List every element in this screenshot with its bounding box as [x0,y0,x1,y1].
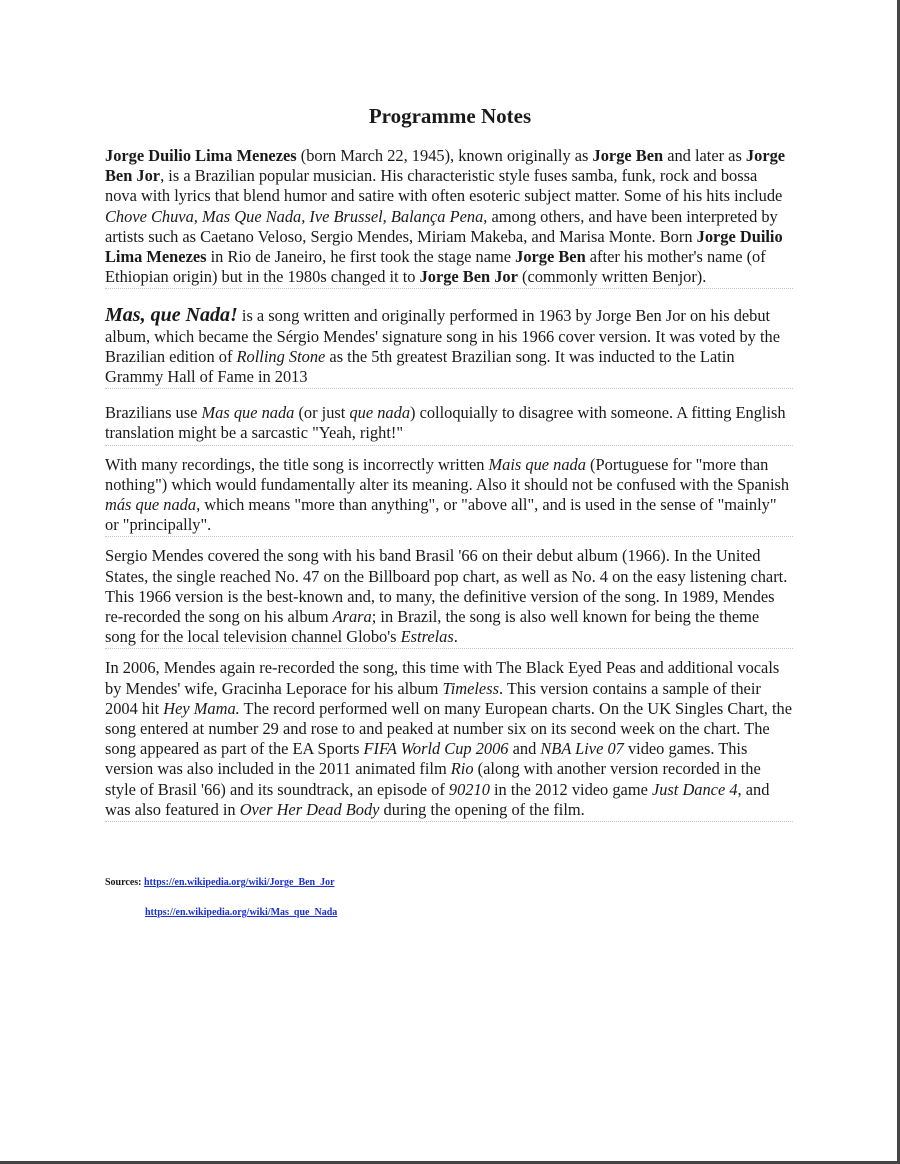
italic-text: Estrelas [400,627,454,647]
italic-text: que nada [349,403,411,423]
italic-text: Mais que nada [488,454,586,474]
paragraph-mas-que-nada [105,305,793,389]
paragraph-jorge-ben [105,146,793,289]
text: , and was also featured in [105,779,770,819]
text: (or just [294,403,350,423]
text: and [508,739,541,759]
paragraph-colloquial-use [105,403,793,445]
source-link-mas-que-nada[interactable]: https://en.wikipedia.org/wiki/Mas_que_Nada [145,907,338,918]
italic-text: Hey Mama. [163,698,240,718]
text: . This version contains a sample of their 2004 hit [105,678,761,718]
bold-text: Jorge Duilio Lima Menezes [105,226,783,267]
text: in the 2012 video game [489,779,652,799]
paragraph-sergio-mendes-1966 [105,546,793,649]
text: after his mother's name (of Ethiopian origin) but in the 1980s changed it to [105,247,766,287]
italic-text: Just Dance 4 [651,779,738,799]
text: . [453,627,458,647]
text: Brazilians use [105,403,202,423]
italic-text: Rolling Stone [236,346,326,366]
text: In 2006, Mendes again re-recorded the song, this time with The Black Eyed Peas and additional vocals by Mendes' wife, Gracinha Leporace for his album [105,658,780,698]
text: The record performed well on many European charts. On the UK Singles Chart, the song entered at number 29 and rose to and peaked at number six on its second week on the chart. The song appeared as part of the EA Sports [105,698,793,759]
text: in Rio de Janeiro, he first took the stage name [206,247,516,267]
text: among others, and have been interpreted by artists such as Caetano Veloso, Sergio Mendes, Miriam Makeba, and Marisa Monte. Born [105,206,778,246]
italic-text: Rio [450,759,474,779]
text: , which means "more than anything", or "above all", and is used in the sense of "mainly" or "principally". [105,495,777,535]
text: during the opening of the film. [379,799,585,819]
italic-text: 90210 [448,779,490,799]
document-body [105,146,793,831]
text: and later as [663,146,746,165]
page-title: Programme Notes [368,104,532,128]
bold-text: Jorge Ben Jor [419,267,518,287]
text: as the 5th greatest Brazilian song. It was inducted to the Latin Grammy Hall of Fame in 2013 [105,346,735,387]
bold-text: Jorge Ben [592,146,664,165]
text: With many recordings, the title song is incorrectly written [105,454,489,474]
text: (Portuguese for "more than nothing") which would fundamentally alter its meaning. Also it should not be confused with the Spanish [105,454,790,494]
text: , is a Brazilian popular musician. His characteristic style fuses samba, funk, rock and bossa nova with lyrics that blend humor and satire with often esoteric subject matter. Some of his hits include [105,166,783,206]
sources [105,876,335,890]
italic-text: Mas que nada [201,403,295,423]
italic-text: Arara [332,607,372,627]
text: ; in Brazil, the song is also well known for being the theme song for the local television channel Globo's [105,607,760,647]
italic-text: más que nada [105,495,197,515]
italic-text: NBA Live 07 [540,739,624,759]
text: is a song written and originally performed in 1963 by Jorge Ben Jor on his debut album, which became the Sérgio Mendes' signature song in his 1966 cover version. It was voted by the Brazilian edition of [105,306,780,366]
bold-text: Jorge Ben [515,247,586,267]
paragraph-2006-version [105,658,793,822]
sources-second-line [145,906,337,920]
text: (born March 22, 1945), known originally as [296,146,593,165]
source-link-jorge-ben-jor[interactable]: https://en.wikipedia.org/wiki/Jorge_Ben_Jor [143,877,335,888]
paragraph-spelling [105,455,793,538]
italic-text: Chove Chuva, Mas Que Nada, Ive Brussel, Balança Pena, [105,206,488,226]
text: (along with another version recorded in the style of Brasil '66) and its soundtrack, an episode of [105,759,761,799]
text: video games. This version was also included in the 2011 animated film [105,739,748,779]
italic-text: FIFA World Cup 2006 [363,739,509,759]
text: ) colloquially to disagree with someone. A fitting English translation might be a sarcastic "Yeah, right!" [105,403,786,443]
italic-text: Timeless [442,678,499,698]
text: (commonly written Benjor). [517,267,707,287]
sources-label: Sources: [105,877,144,888]
text: Sergio Mendes covered the song with his band Brasil '66 on their debut album (1966). In the United States, the single reached No. 47 on the Billboard pop chart, as well as No. 4 on the easy listening chart. This 1966 version is the best-known and, to many, the definitive version of the song. In 1989, Mendes re-recorded the song on his album [105,546,788,627]
bold-text: Jorge Duilio Lima Menezes [105,146,297,165]
italic-text: Over Her Dead Body [239,799,380,819]
bold-text: Jorge Ben Jor [105,146,786,186]
song-title: Mas, que Nada! [105,304,238,327]
